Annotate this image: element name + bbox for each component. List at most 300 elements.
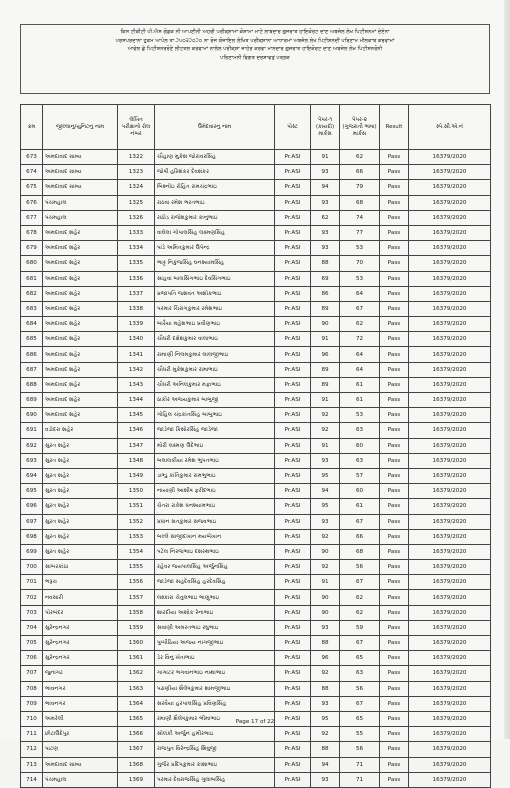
cell-name: ગુર્જર પ્રદિપકુમાર કાશાભાઇ (155, 757, 275, 772)
cell-spca: 16379/2020 (409, 271, 491, 286)
cell-name: સાહવા બાલસિંગભાઇ દેવસિંગભાઇ (155, 271, 275, 286)
cell-name: ચેતરા રાકેશ ધનશ્યામભાઇ (155, 499, 275, 514)
cell-post: Pr.ASI (275, 286, 311, 301)
cell-spca: 16379/2020 (409, 696, 491, 711)
cell-sr: 708 (21, 681, 43, 696)
cell-seat: 1355 (118, 560, 155, 575)
cell-seat: 1323 (118, 165, 155, 180)
cell-name: સરવૈયા હરપાલસિંહ પ્રવિણસિંહ (155, 696, 275, 711)
cell-paper1: 95 (311, 711, 340, 726)
cell-paper1: 93 (311, 772, 340, 787)
cell-paper1: 94 (311, 757, 340, 772)
cell-sr: 681 (21, 271, 43, 286)
cell-district: અમદાવાદ શહેર (43, 301, 118, 316)
cell-seat: 1339 (118, 317, 155, 332)
cell-paper2: 64 (340, 286, 380, 301)
cell-name: રમાણી શૈલેષકુમાર ભીમાભાઇ (155, 711, 275, 726)
cell-spca: 16379/2020 (409, 544, 491, 559)
cell-sr: 684 (21, 317, 43, 332)
cell-paper1: 89 (311, 362, 340, 377)
table-row (21, 757, 491, 772)
cell-district: જુનાગઢ (43, 666, 118, 681)
cell-name: વાઘેલા ગોપાલસિંહ લક્ષ્મણસિંહ (155, 225, 275, 240)
cell-sr: 686 (21, 347, 43, 362)
cell-sr: 699 (21, 544, 43, 559)
cell-paper2: 64 (340, 347, 380, 362)
cell-sr: 687 (21, 362, 43, 377)
table-row (21, 150, 491, 165)
cell-district: અમદાવાદ શહેર (43, 377, 118, 392)
cell-district: સુરત શહેર (43, 438, 118, 453)
cell-sr: 688 (21, 377, 43, 392)
cell-district: અમદાવાદ શહેર (43, 241, 118, 256)
cell-paper2: 62 (340, 317, 380, 332)
cell-paper2: 67 (340, 301, 380, 316)
cell-district: ભરૂચ (43, 575, 118, 590)
cell-paper2: 53 (340, 271, 380, 286)
cell-sr: 702 (21, 590, 43, 605)
table-header-row (21, 105, 491, 150)
notice-line: ਆਵੇਲ ਛੇ ਪਿਟੀਸ਼ਨਰਰੋਣੇ ਲੀਟਤਲ ਕਰਵਾਮਾਂ ਨਾਲੇਲ ਪਰੀਕ੍ਸ਼ਾ ਜਾਹੇਰ ਕਰਵਾ ਮਾਨਦਾਰ ਗੁਜਰਾਤ ਹਾਇਕੋਰਟ ਦਾਣ ਅਬਜ਼ੇਲ ਲੇਖ ਪਿਟੀਸ਼ਨਰੋਨੀ (127, 46, 383, 53)
table-row (21, 453, 491, 468)
cell-seat: 1340 (118, 332, 155, 347)
page-edge-shadow (504, 0, 510, 739)
header-result: Result (380, 105, 409, 150)
cell-result: Pass (380, 286, 409, 301)
cell-post: Pr.ASI (275, 317, 311, 332)
cell-paper2: 62 (340, 605, 380, 620)
cell-spca: 16379/2020 (409, 772, 491, 787)
cell-post: Pr.ASI (275, 453, 311, 468)
cell-paper2: 56 (340, 681, 380, 696)
cell-post: Pr.ASI (275, 225, 311, 240)
cell-result: Pass (380, 742, 409, 757)
cell-seat: 1351 (118, 499, 155, 514)
cell-spca: 16379/2020 (409, 711, 491, 726)
cell-name: જોષી હરિશંકર દેવશંકર (155, 165, 275, 180)
table-row (21, 605, 491, 620)
cell-paper2: 62 (340, 150, 380, 165)
table-row (21, 438, 491, 453)
cell-spca: 16379/2020 (409, 560, 491, 575)
table-row (21, 423, 491, 438)
cell-district: અમદાવાદ શહેર (43, 271, 118, 286)
cell-sr: 677 (21, 210, 43, 225)
cell-district: પંચમહાલ (43, 210, 118, 225)
table-row (21, 408, 491, 423)
cell-sr: 691 (21, 423, 43, 438)
cell-district: અમદાવાદ શહેર (43, 332, 118, 347)
header-paper2: પેપર-૨ (ગુજરાતી ભાષા) માર્કસ (340, 105, 380, 150)
cell-spca: 16379/2020 (409, 180, 491, 195)
cell-sr: 711 (21, 727, 43, 742)
cell-district: છોટાઉદેપુર (43, 727, 118, 742)
cell-paper1: 94 (311, 180, 340, 195)
cell-paper2: 77 (340, 225, 380, 240)
cell-paper1: 90 (311, 590, 340, 605)
table-row (21, 560, 491, 575)
cell-result: Pass (380, 681, 409, 696)
cell-sr: 712 (21, 742, 43, 757)
cell-district: સુરેન્દ્રનગર (43, 620, 118, 635)
cell-paper1: 91 (311, 150, 340, 165)
cell-seat: 1359 (118, 620, 155, 635)
cell-result: Pass (380, 423, 409, 438)
table-row (21, 210, 491, 225)
results-table (20, 104, 491, 788)
cell-paper1: 96 (311, 651, 340, 666)
cell-paper1: 95 (311, 468, 340, 483)
cell-seat: 1353 (118, 529, 155, 544)
table-row (21, 620, 491, 635)
table-row (21, 696, 491, 711)
cell-result: Pass (380, 590, 409, 605)
cell-paper2: 61 (340, 499, 380, 514)
cell-name: ડાભ્ડુ કાંતિકુમાર રામભુભાઇ (155, 468, 275, 483)
cell-paper2: 56 (340, 560, 380, 575)
cell-seat: 1347 (118, 438, 155, 453)
cell-paper2: 65 (340, 651, 380, 666)
cell-seat: 1337 (118, 286, 155, 301)
cell-post: Pr.ASI (275, 529, 311, 544)
header-district: જીલ્લાનુ/યુનિટનુ નામ (43, 105, 118, 150)
cell-result: Pass (380, 165, 409, 180)
cell-paper1: 92 (311, 666, 340, 681)
cell-name: ગોહિલ ચંદ્રકાંતસિંહ બાબુભાઇ (155, 408, 275, 423)
cell-name: પરમાર ચિરાગકુમાર રમેશભાઇ (155, 301, 275, 316)
cell-spca: 16379/2020 (409, 408, 491, 423)
cell-paper1: 93 (311, 620, 340, 635)
cell-post: Pr.ASI (275, 514, 311, 529)
cell-paper1: 92 (311, 529, 340, 544)
cell-post: Pr.ASI (275, 438, 311, 453)
cell-seat: 1335 (118, 256, 155, 271)
table-row (21, 529, 491, 544)
cell-result: Pass (380, 605, 409, 620)
table-row (21, 377, 491, 392)
cell-sr: 689 (21, 393, 43, 408)
cell-sr: 685 (21, 332, 43, 347)
cell-seat: 1348 (118, 453, 155, 468)
cell-spca: 16379/2020 (409, 225, 491, 240)
cell-seat: 1342 (118, 362, 155, 377)
cell-seat: 1360 (118, 636, 155, 651)
cell-post: Pr.ASI (275, 241, 311, 256)
cell-post: Pr.ASI (275, 575, 311, 590)
cell-paper2: 57 (340, 468, 380, 483)
cell-paper1: 89 (311, 301, 340, 316)
notice-line: ਪਰਸਪਰਦਾਨਾ ਹੁਕਮ ਆਪੇਲ ਤਾ.੨੫੦੩੨੦੨੦ ਨਾ ਰੋਜ ਯੋਜਾਇਲ ਲੇਖਿਤ ਪਰੀਕ੍ਸ਼ਾਨਾ ਆਧਾਰਮਾਂ ਅਬਜ਼ੇਲ ਲੇਖ ਪਿਟੀਸ਼ਨਦੀਂ ਪਰਿਣਾਮ ਮੀਲਕਾਬ ਕਰਵਾਮਾਂ (115, 37, 395, 44)
cell-paper1: 93 (311, 165, 340, 180)
cell-district: સુરેન્દ્રનગર (43, 636, 118, 651)
cell-paper2: 64 (340, 362, 380, 377)
cell-name: પરમાર દેવરાજસિંહ ગુલાબસિંહ (155, 772, 275, 787)
cell-result: Pass (380, 636, 409, 651)
table-row (21, 666, 491, 681)
cell-spca: 16379/2020 (409, 317, 491, 332)
table-row (21, 241, 491, 256)
cell-post: Pr.ASI (275, 560, 311, 575)
cell-district: અમદાવાદ શહેર (43, 362, 118, 377)
cell-district: અમદાવાદ શહેર (43, 317, 118, 332)
cell-post: Pr.ASI (275, 165, 311, 180)
cell-name: પટેલ નિરજભાઇ દશરથભાઇ (155, 544, 275, 559)
cell-name: બારૈયા મહેશભાઇ પ્રવીણભાઇ (155, 317, 275, 332)
cell-spca: 16379/2020 (409, 590, 491, 605)
cell-name: રહેવર જયપાલસિંહ અર્જુનસિંહ (155, 560, 275, 575)
cell-paper1: 90 (311, 544, 340, 559)
cell-seat: 1357 (118, 590, 155, 605)
cell-seat: 1326 (118, 210, 155, 225)
cell-result: Pass (380, 362, 409, 377)
cell-paper1: 90 (311, 605, 340, 620)
cell-name: સવાણી અમરતભાઇ રઘુભાઇ (155, 620, 275, 635)
table-row (21, 393, 491, 408)
cell-seat: 1361 (118, 651, 155, 666)
cell-result: Pass (380, 453, 409, 468)
table-row (21, 575, 491, 590)
cell-name: મોરી લક્ષ્મણ ઉદેભાઇ (155, 438, 275, 453)
cell-spca: 16379/2020 (409, 514, 491, 529)
cell-result: Pass (380, 529, 409, 544)
cell-paper1: 88 (311, 681, 340, 696)
cell-sr: 694 (21, 468, 43, 483)
cell-spca: 16379/2020 (409, 256, 491, 271)
cell-seat: 1344 (118, 393, 155, 408)
cell-paper2: 62 (340, 590, 380, 605)
cell-name: પ્રજાપતિ જશવંત અશોકભાઇ (155, 286, 275, 301)
table-row (21, 256, 491, 271)
header-paper1: પેપર-૧ (કાયદો) માર્કસ (311, 105, 340, 150)
cell-sr: 696 (21, 499, 43, 514)
cell-result: Pass (380, 484, 409, 499)
cell-name: જાડેજા કિશોરસિંહ જાડેજા (155, 423, 275, 438)
cell-spca: 16379/2020 (409, 423, 491, 438)
cell-spca: 16379/2020 (409, 210, 491, 225)
cell-district: અમદાવાદ ગ્રામ્ય (43, 165, 118, 180)
cell-name: બલ્લે સાજીદખાન મયબેખાન (155, 529, 275, 544)
cell-paper1: 88 (311, 636, 340, 651)
header-name: ઉમેદવારનુ નામ (155, 105, 275, 150)
cell-paper1: 91 (311, 438, 340, 453)
cell-post: Pr.ASI (275, 256, 311, 271)
cell-name: રાઠવા રમેશ ભરતભાઇ (155, 195, 275, 210)
cell-result: Pass (380, 210, 409, 225)
cell-paper2: 67 (340, 514, 380, 529)
cell-name: ડેર વિનુ ખેતાભાઇ (155, 651, 275, 666)
cell-paper2: 63 (340, 453, 380, 468)
cell-post: Pr.ASI (275, 150, 311, 165)
table-row (21, 195, 491, 210)
cell-post: Pr.ASI (275, 620, 311, 635)
cell-sr: 710 (21, 711, 43, 726)
cell-post: Pr.ASI (275, 651, 311, 666)
cell-paper1: 93 (311, 696, 340, 711)
cell-paper1: 90 (311, 317, 340, 332)
cell-paper2: 74 (340, 210, 380, 225)
cell-seat: 1368 (118, 757, 155, 772)
cell-name: ચૌધરી અનિલકુમાર મફાભાઇ (155, 377, 275, 392)
cell-sr: 697 (21, 514, 43, 529)
cell-name: પઢાણીયા શૈલેષકુમાર શામજીભાઇ (155, 681, 275, 696)
cell-paper2: 71 (340, 772, 380, 787)
cell-district: પંચમહાલ (43, 772, 118, 787)
cell-district: વડોદરા શહેર (43, 423, 118, 438)
cell-district: અમરેલી (43, 711, 118, 726)
cell-district: સુરત શહેર (43, 484, 118, 499)
cell-seat: 1322 (118, 150, 155, 165)
cell-seat: 1346 (118, 423, 155, 438)
cell-result: Pass (380, 256, 409, 271)
cell-name: બિશ્નોઇ રોહિત રામચંદ્રભાઇ (155, 180, 275, 195)
cell-seat: 1325 (118, 195, 155, 210)
cell-sr: 673 (21, 150, 43, 165)
cell-result: Pass (380, 377, 409, 392)
header-seat: લેખિત પરીક્ષાનો રોલ નંબર (118, 105, 155, 150)
page-footer: Page 17 of 22 (235, 719, 275, 725)
table-row (21, 636, 491, 651)
cell-name: ચૌહાણ મુકેશ જોરાવરસિંહ (155, 150, 275, 165)
cell-name: પુષ્પીઠિયા અજય નાગજીભાઇ (155, 636, 275, 651)
cell-paper2: 72 (340, 332, 380, 347)
table-row (21, 225, 491, 240)
cell-paper2: 68 (340, 544, 380, 559)
cell-district: સુરત શહેર (43, 544, 118, 559)
cell-seat: 1338 (118, 301, 155, 316)
cell-sr: 682 (21, 286, 43, 301)
cell-post: Pr.ASI (275, 210, 311, 225)
cell-name: ગાગાટર ભગવાનભાઇ નાથાભાઇ (155, 666, 275, 681)
cell-result: Pass (380, 195, 409, 210)
cell-post: Pr.ASI (275, 666, 311, 681)
cell-paper2: 66 (340, 529, 380, 544)
cell-seat: 1363 (118, 681, 155, 696)
cell-result: Pass (380, 332, 409, 347)
cell-district: પોરબંદર (43, 605, 118, 620)
cell-spca: 16379/2020 (409, 241, 491, 256)
cell-post: Pr.ASI (275, 772, 311, 787)
cell-seat: 1356 (118, 575, 155, 590)
cell-seat: 1333 (118, 225, 155, 240)
table-row (21, 544, 491, 559)
cell-district: સુરત શહેર (43, 468, 118, 483)
cell-name: રાજપુત વિરેન્દ્રસિંહ શિવુજી (155, 742, 275, 757)
cell-spca: 16379/2020 (409, 666, 491, 681)
cell-post: Pr.ASI (275, 636, 311, 651)
cell-seat: 1364 (118, 696, 155, 711)
cell-result: Pass (380, 560, 409, 575)
cell-district: સુરત શહેર (43, 499, 118, 514)
cell-result: Pass (380, 514, 409, 529)
cell-post: Pr.ASI (275, 696, 311, 711)
cell-district: ભાવનગર (43, 696, 118, 711)
cell-paper1: 88 (311, 256, 340, 271)
cell-paper2: 66 (340, 165, 380, 180)
cell-paper2: 70 (340, 256, 380, 271)
cell-district: સુરત શહેર (43, 453, 118, 468)
cell-post: Pr.ASI (275, 332, 311, 347)
cell-result: Pass (380, 620, 409, 635)
cell-district: અમદાવાદ ગ્રામ્ય (43, 180, 118, 195)
header-spca: સ્પે.સી.એ.નં (409, 105, 491, 150)
cell-paper1: 91 (311, 332, 340, 347)
cell-post: Pr.ASI (275, 362, 311, 377)
cell-result: Pass (380, 301, 409, 316)
cell-result: Pass (380, 347, 409, 362)
cell-paper2: 63 (340, 423, 380, 438)
table-row (21, 772, 491, 787)
cell-name: શારદીયા અશોક રેનાભાઇ (155, 605, 275, 620)
cell-seat: 1345 (118, 408, 155, 423)
cell-spca: 16379/2020 (409, 301, 491, 316)
cell-paper1: 92 (311, 727, 340, 742)
cell-result: Pass (380, 575, 409, 590)
cell-sr: 680 (21, 256, 43, 271)
cell-spca: 16379/2020 (409, 757, 491, 772)
cell-sr: 678 (21, 225, 43, 240)
cell-sr: 707 (21, 666, 43, 681)
cell-post: Pr.ASI (275, 681, 311, 696)
cell-paper2: 60 (340, 484, 380, 499)
cell-spca: 16379/2020 (409, 575, 491, 590)
cell-paper2: 67 (340, 636, 380, 651)
cell-seat: 1336 (118, 271, 155, 286)
cell-post: Pr.ASI (275, 393, 311, 408)
cell-post: Pr.ASI (275, 180, 311, 195)
table-row (21, 180, 491, 195)
cell-post: Pr.ASI (275, 757, 311, 772)
cell-district: સુરત શહેર (43, 514, 118, 529)
cell-post: Pr.ASI (275, 484, 311, 499)
cell-sr: 698 (21, 529, 43, 544)
cell-district: અમદાવાદ શહેર (43, 225, 118, 240)
cell-name: ઠાકોર અજયકુમાર બાબુજી (155, 393, 275, 408)
cell-name: પાંડે અમિતકુમાર ઉપેન્દ્ર (155, 241, 275, 256)
cell-name: બલાલકીયા રમેશ ભુપતભાઇ (155, 453, 275, 468)
cell-spca: 16379/2020 (409, 484, 491, 499)
cell-spca: 16379/2020 (409, 438, 491, 453)
cell-spca: 16379/2020 (409, 529, 491, 544)
cell-name: પ્રધાન સતકુમાર સજવભાઇ (155, 514, 275, 529)
cell-name: રામાણી નિલમકુમાર લાલજીભાઇ (155, 347, 275, 362)
cell-district: સુરત શહેર (43, 529, 118, 544)
cell-district: અમદાવાદ શહેર (43, 393, 118, 408)
cell-paper1: 89 (311, 377, 340, 392)
cell-paper1: 62 (311, 210, 340, 225)
cell-spca: 16379/2020 (409, 377, 491, 392)
cell-paper1: 93 (311, 225, 340, 240)
table-row (21, 286, 491, 301)
cell-result: Pass (380, 317, 409, 332)
cell-sr: 706 (21, 651, 43, 666)
cell-paper1: 92 (311, 560, 340, 575)
cell-paper2: 61 (340, 393, 380, 408)
cell-name: નાયાણી આશીષ ફરીદભાઇ (155, 484, 275, 499)
cell-paper2: 53 (340, 241, 380, 256)
cell-post: Pr.ASI (275, 271, 311, 286)
cell-sr: 683 (21, 301, 43, 316)
table-row (21, 499, 491, 514)
cell-paper1: 88 (311, 742, 340, 757)
cell-spca: 16379/2020 (409, 636, 491, 651)
cell-post: Pr.ASI (275, 711, 311, 726)
cell-sr: 704 (21, 620, 43, 635)
cell-spca: 16379/2020 (409, 195, 491, 210)
cell-paper2: 61 (340, 377, 380, 392)
cell-district: સાબરકાંઠા (43, 560, 118, 575)
cell-seat: 1334 (118, 241, 155, 256)
cell-paper2: 63 (340, 666, 380, 681)
